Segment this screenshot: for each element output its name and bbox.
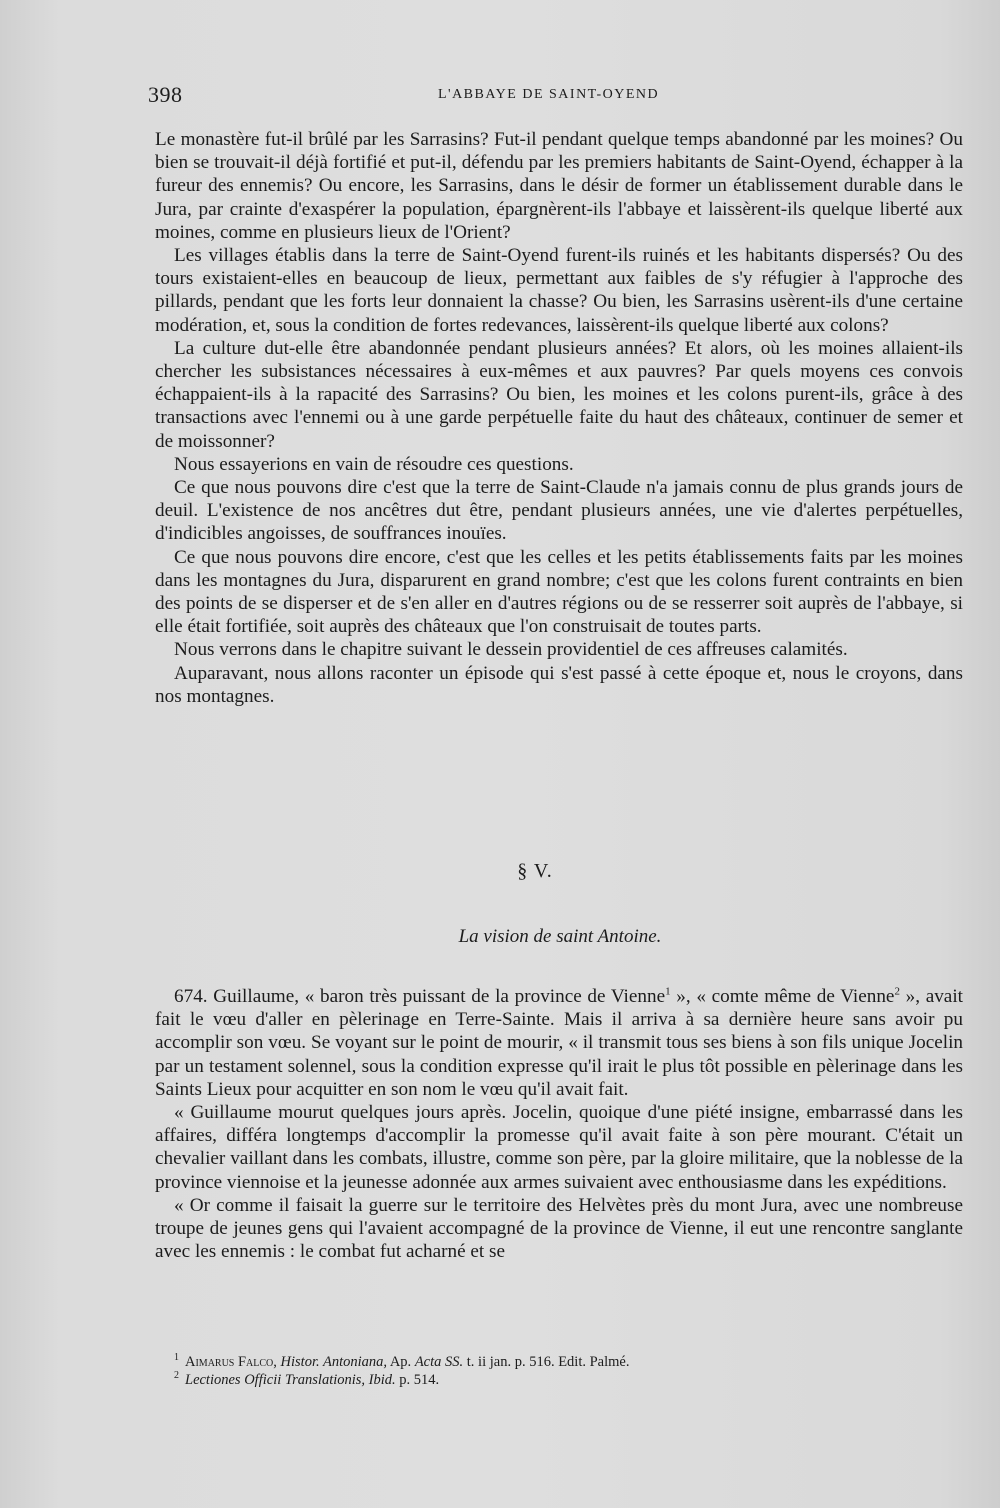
paragraph: Nous verrons dans le chapitre suivant le dessein providentiel de ces affreuses calamités.	[174, 639, 848, 661]
section-title	[0, 926, 1000, 948]
footnote-ref: 2	[894, 985, 900, 998]
paragraph-text: », avait fait le vœu d'aller en pèlerinage en Terre-Sainte. Mais il arriva à sa dernière heure sans avoir pu accomplir son vœu. Se voyant sur le point de mourir, « il transmit tous ses biens à son fils unique Jocelin par un testament solennel, sous la condition expresse qu'il irait le plus tôt possible en pèlerinage dans les Saints Lieux pour acquitter en son nom le vœu qu'il avait fait.	[155, 986, 963, 1100]
page-header	[148, 82, 968, 112]
paragraph	[155, 985, 963, 1101]
footnote-work: Histor. Antoniana,	[280, 1354, 388, 1370]
footnotes	[174, 1353, 954, 1389]
footnote-ref: 1	[665, 985, 671, 998]
paragraph: Les villages établis dans la terre de Saint-Oyend furent-ils ruinés et les habitants dispersés? Ou des tours existaient-elles en beaucoup de lieux, permettant aux faibles de s'y réfugier à l'approche des pillards, pendant que les forts leur donnaient la chasse? Ou bien, les Sarrasins usèrent-ils d'une certaine modération, et, sous la condition de fortes redevances, laissèrent-ils quelque liberté aux colons?	[155, 245, 963, 336]
footnote-mark: 2	[174, 1370, 179, 1382]
paragraph: « Guillaume mourut quelques jours après. Jocelin, quoique d'une piété insigne, embarrassé dans les affaires, différa longtemps d'accomplir la promesse qu'il avait faite à son père mourant. C'était un chevalier vaillant dans les combats, illustre, comme son père, par la gloire militaire, que la noblesse de la province viennoise et la jeunesse adonnée aux armes suivaient avec enthousiasme dans les expéditions.	[155, 1102, 963, 1193]
footnote-mark: 1	[174, 1352, 179, 1364]
paragraph: Nous essayerions en vain de résoudre ces questions.	[174, 453, 574, 475]
page-number: 398	[148, 82, 183, 107]
running-title: L'ABBAYE DE SAINT-OYEND	[438, 87, 660, 102]
paragraph: La culture dut-elle être abandonnée pendant plusieurs années? Et alors, où les moines allaient-ils chercher les subsistances nécessaires à eux-mêmes et aux pauvres? Par quels moyens ces convois échappaient-ils à la rapacité des Sarrasins? Ou bien, les moines et les colons purent-ils, grâce à des transactions avec l'ennemi ou à une garde perpétuelle faite du haut des châteaux, continuer de semer et de moissonner?	[155, 337, 963, 452]
footnote-text: Ap.	[387, 1354, 415, 1370]
footnote-work: Acta SS.	[414, 1354, 464, 1370]
paragraph-text: 674. Guillaume, « baron très puissant de la province de Vienne	[174, 986, 666, 1007]
footnote-text: t. ii jan. p. 516. Edit. Palmé.	[463, 1354, 630, 1370]
paragraph: Ce que nous pouvons dire c'est que la terre de Saint-Claude n'a jamais connu de plus grands jours de deuil. L'existence de nos ancêtres dut être, pendant plusieurs années, une vie d'alertes perpétuelles, d'indicibles angoisses, de souffrances inouïes.	[155, 477, 963, 545]
paragraph: « Or comme il faisait la guerre sur le territoire des Helvètes près du mont Jura, avec une nombreuse troupe de jeunes gens qui l'avaient accompagné de la province de Vienne, il eut une rencontre sanglante avec les ennemis : le combat fut acharné et se	[155, 1194, 963, 1263]
section-number	[0, 860, 1000, 883]
footnote-author: Aimarus Falco,	[185, 1354, 277, 1370]
paragraph: Ce que nous pouvons dire encore, c'est que les celles et les petits établissements faits par les moines dans les montagnes du Jura, disparurent en grand nombre; c'est que les colons furent contraints en bien des points de se disperser et de s'en aller en d'autres régions ou de se resserrer soit auprès de l'abbaye, si elle était fortifiée, soit auprès des châteaux que l'on construisait de toutes parts.	[155, 546, 963, 638]
section-text-block	[155, 985, 963, 1263]
section-title-text: La vision de saint Antoine.	[458, 926, 662, 947]
footnote	[174, 1371, 954, 1389]
footnote-text: p. 514.	[395, 1372, 440, 1388]
section-number-text: § V.	[517, 860, 553, 882]
footnote-work: Lectiones Officii Translationis, Ibid.	[185, 1372, 396, 1388]
footnote	[174, 1353, 954, 1371]
main-text-block	[155, 128, 963, 708]
paragraph: Auparavant, nous allons raconter un épisode qui s'est passé à cette époque et, nous le croyons, dans nos montagnes.	[155, 662, 963, 707]
paragraph: Le monastère fut-il brûlé par les Sarrasins? Fut-il pendant quelque temps abandonné par les moines? Ou bien se trouvait-il déjà fortifié et put-il, défendu par les premiers habitants de Saint-Oyend, échapper à la fureur des ennemis? Ou encore, les Sarrasins, dans le désir de former un établissement durable dans le Jura, par crainte d'exaspérer la population, épargnèrent-ils l'abbaye et laissèrent-ils quelque liberté aux moines, comme en plusieurs lieux de l'Orient?	[155, 129, 963, 243]
paragraph-text: », « comte même de Vienne	[670, 986, 895, 1007]
